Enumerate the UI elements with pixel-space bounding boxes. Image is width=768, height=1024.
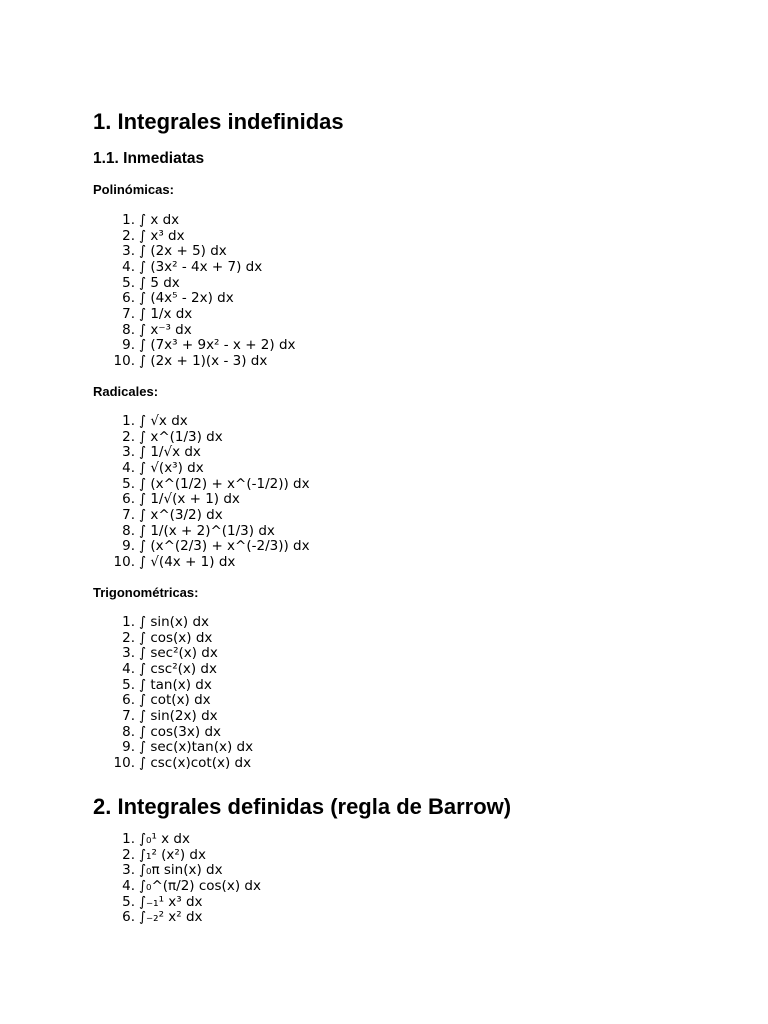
exercise-item	[0, 740, 700, 756]
exercise-expression: ∫ x^(1/3) dx	[139, 428, 223, 445]
exercise-number: 10.	[113, 352, 135, 369]
exercise-number: 6.	[122, 290, 135, 307]
exercise-number: 7.	[122, 707, 135, 724]
exercise-item	[0, 662, 700, 678]
exercise-number: 8.	[122, 321, 135, 338]
exercise-number: 3.	[122, 243, 135, 260]
exercise-expression: ∫ (4x⁵ - 2x) dx	[139, 290, 234, 307]
exercise-item	[0, 646, 700, 662]
exercise-expression: ∫ sin(x) dx	[139, 614, 210, 630]
exercise-expression: ∫₀π sin(x) dx	[139, 862, 223, 879]
exercise-number: 7.	[122, 506, 135, 523]
exercise-item	[0, 508, 700, 524]
exercise-number: 5.	[122, 274, 135, 291]
exercise-expression: ∫ sec(x)tan(x) dx	[139, 739, 254, 756]
exercise-number: 1.	[122, 413, 135, 429]
exercise-expression: ∫ 5 dx	[139, 274, 180, 291]
exercise-number: 3.	[122, 444, 135, 461]
exercise-item	[0, 555, 700, 571]
exercise-item	[0, 756, 700, 772]
exercise-number: 7.	[122, 305, 135, 322]
exercise-expression: ∫ (2x + 5) dx	[139, 243, 227, 260]
exercise-expression: ∫ x⁻³ dx	[139, 321, 192, 338]
exercise-item	[0, 539, 700, 555]
exercise-expression: ∫ x dx	[139, 212, 180, 228]
exercise-number: 4.	[122, 877, 135, 894]
exercise-number: 9.	[122, 538, 135, 555]
exercise-expression: ∫ csc²(x) dx	[139, 660, 217, 677]
exercise-item	[0, 910, 700, 926]
exercise-expression: ∫ 1/x dx	[139, 305, 193, 322]
exercise-item	[0, 477, 700, 493]
exercise-expression: ∫ tan(x) dx	[139, 676, 212, 693]
exercise-number: 9.	[122, 739, 135, 756]
exercise-number: 8.	[122, 522, 135, 539]
exercise-item	[0, 414, 700, 430]
exercise-number: 4.	[122, 258, 135, 275]
exercise-number: 9.	[122, 337, 135, 354]
exercise-item	[0, 291, 700, 307]
exercise-item	[0, 338, 700, 354]
exercise-number: 5.	[122, 475, 135, 492]
exercise-number: 4.	[122, 660, 135, 677]
exercise-item	[0, 445, 700, 461]
exercise-expression: ∫₋₁¹ x³ dx	[139, 893, 203, 910]
exercise-number: 5.	[122, 893, 135, 910]
exercise-number: 1.	[122, 212, 135, 228]
exercise-list-definidas	[0, 832, 700, 926]
exercise-item	[0, 848, 700, 864]
exercise-expression: ∫ √x dx	[139, 413, 188, 429]
exercise-number: 6.	[122, 909, 135, 926]
exercise-item	[0, 492, 700, 508]
exercise-expression: ∫ (2x + 1)(x - 3) dx	[139, 352, 268, 369]
exercise-item	[0, 430, 700, 446]
exercise-list-radicales	[0, 414, 700, 571]
exercise-item	[0, 276, 700, 292]
exercise-expression: ∫ 1/(x + 2)^(1/3) dx	[139, 522, 275, 539]
exercise-expression: ∫ (7x³ + 9x² - x + 2) dx	[139, 337, 296, 354]
exercise-expression: ∫₀^(π/2) cos(x) dx	[139, 877, 261, 894]
exercise-item	[0, 693, 700, 709]
group-heading-trigonometricas: Trigonométricas:	[93, 585, 199, 600]
exercise-expression: ∫ 1/√x dx	[139, 444, 201, 461]
exercise-item	[0, 709, 700, 725]
exercise-item	[0, 631, 700, 647]
exercise-expression: ∫₋₂² x² dx	[139, 909, 203, 926]
exercise-number: 2.	[122, 629, 135, 646]
exercise-expression: ∫ (x^(1/2) + x^(-1/2)) dx	[139, 475, 310, 492]
exercise-expression: ∫₀¹ x dx	[139, 831, 190, 847]
exercise-item	[0, 307, 700, 323]
exercise-item	[0, 244, 700, 260]
exercise-number: 1.	[122, 614, 135, 630]
exercise-expression: ∫ √(x³) dx	[139, 459, 204, 476]
section-2-title: 2. Integrales definidas (regla de Barrow)	[93, 794, 512, 819]
exercise-number: 6.	[122, 491, 135, 508]
exercise-expression: ∫ sin(2x) dx	[139, 707, 218, 724]
exercise-expression: ∫ cos(3x) dx	[139, 723, 222, 740]
exercise-expression: ∫ (x^(2/3) + x^(-2/3)) dx	[139, 538, 310, 555]
exercise-expression: ∫ (3x² - 4x + 7) dx	[139, 258, 263, 275]
subsection-1-1-title: 1.1. Inmediatas	[93, 150, 205, 167]
exercise-number: 2.	[122, 846, 135, 863]
exercise-number: 3.	[122, 645, 135, 662]
exercise-list-polinomicas	[0, 213, 700, 370]
exercise-expression: ∫ csc(x)cot(x) dx	[139, 754, 252, 771]
exercise-item	[0, 832, 700, 848]
exercise-number: 2.	[122, 428, 135, 445]
exercise-expression: ∫ 1/√(x + 1) dx	[139, 491, 240, 508]
exercise-item	[0, 895, 700, 911]
exercise-item	[0, 260, 700, 276]
exercise-item	[0, 323, 700, 339]
exercise-number: 8.	[122, 723, 135, 740]
exercise-expression: ∫ x^(3/2) dx	[139, 506, 223, 523]
exercise-expression: ∫₁² (x²) dx	[139, 846, 206, 863]
exercise-item	[0, 879, 700, 895]
exercise-item	[0, 863, 700, 879]
exercise-item	[0, 354, 700, 370]
exercise-item	[0, 678, 700, 694]
exercise-item	[0, 524, 700, 540]
exercise-item	[0, 229, 700, 245]
exercise-expression: ∫ sec²(x) dx	[139, 645, 218, 662]
exercise-item	[0, 725, 700, 741]
exercise-number: 10.	[113, 553, 135, 570]
exercise-item	[0, 213, 700, 229]
exercise-number: 4.	[122, 459, 135, 476]
exercise-number: 2.	[122, 227, 135, 244]
exercise-list-trigonometricas	[0, 615, 700, 772]
group-heading-radicales: Radicales:	[93, 384, 159, 399]
exercise-item	[0, 615, 700, 631]
group-heading-polinomicas: Polinómicas:	[93, 182, 174, 197]
exercise-expression: ∫ √(4x + 1) dx	[139, 553, 236, 570]
exercise-expression: ∫ cot(x) dx	[139, 692, 211, 709]
exercise-number: 6.	[122, 692, 135, 709]
exercise-expression: ∫ cos(x) dx	[139, 629, 213, 646]
exercise-number: 10.	[113, 754, 135, 771]
exercise-number: 3.	[122, 862, 135, 879]
exercise-item	[0, 461, 700, 477]
exercise-expression: ∫ x³ dx	[139, 227, 185, 244]
exercise-number: 5.	[122, 676, 135, 693]
section-1-title: 1. Integrales indefinidas	[93, 109, 344, 134]
exercise-number: 1.	[122, 831, 135, 847]
